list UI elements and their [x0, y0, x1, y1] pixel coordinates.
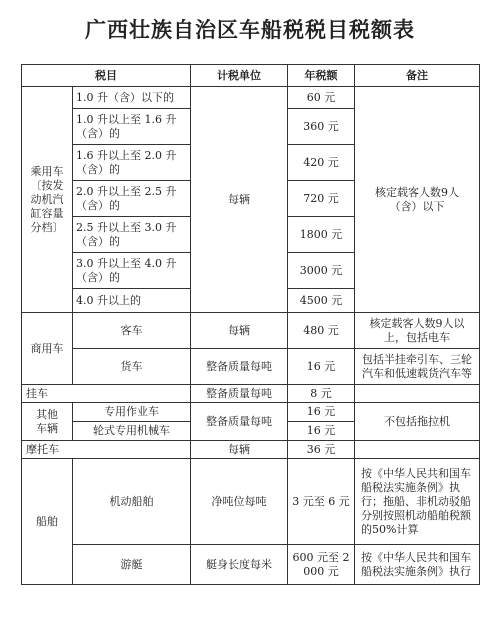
item-cell: 游艇: [73, 545, 191, 585]
item-cell: 4.0 升以上的: [73, 289, 191, 313]
unit-cell: 每辆: [191, 313, 288, 349]
table-row: [22, 459, 480, 545]
amount-cell: 360 元: [288, 109, 355, 145]
item-cell: 1.6 升以上至 2.0 升（含）的: [73, 145, 191, 181]
note-passenger: 核定载客人数9人（含）以下: [355, 87, 480, 313]
table-row: [22, 441, 480, 459]
table-row: [22, 313, 480, 349]
header-amount: 年税额: [288, 65, 355, 87]
item-cell: 3.0 升以上至 4.0 升（含）的: [73, 253, 191, 289]
unit-cell: 整备质量每吨: [191, 385, 288, 403]
unit-cell: 净吨位每吨: [191, 459, 288, 545]
category-trailer: 挂车: [22, 385, 191, 403]
amount-cell: 3000 元: [288, 253, 355, 289]
item-cell: 1.0 升（含）以下的: [73, 87, 191, 109]
amount-cell: 1800 元: [288, 217, 355, 253]
category-ship: 船舶: [22, 459, 73, 585]
amount-cell: 480 元: [288, 313, 355, 349]
category-commercial: 商用车: [22, 313, 73, 385]
amount-cell: 16 元: [288, 422, 355, 441]
item-cell: 2.5 升以上至 3.0 升（含）的: [73, 217, 191, 253]
unit-cell: 艇身长度每米: [191, 545, 288, 585]
table-row: [22, 545, 480, 585]
header-item: 税目: [22, 65, 191, 87]
item-cell: 货车: [73, 349, 191, 385]
amount-cell: 4500 元: [288, 289, 355, 313]
item-cell: 专用作业车: [73, 403, 191, 422]
unit-cell: 整备质量每吨: [191, 349, 288, 385]
table-row: [22, 349, 480, 385]
amount-cell: 36 元: [288, 441, 355, 459]
amount-cell: 60 元: [288, 87, 355, 109]
item-cell: 1.0 升以上至 1.6 升（含）的: [73, 109, 191, 145]
table-row: [22, 385, 480, 403]
amount-cell: 3 元至 6 元: [288, 459, 355, 545]
category-passenger: 乘用车〔按发动机汽缸容量分档〕: [22, 87, 73, 313]
tax-rate-table: [21, 64, 480, 585]
item-cell: 轮式专用机械车: [73, 422, 191, 441]
note-cell: 按《中华人民共和国车船税法实施条例》执行: [355, 545, 480, 585]
table-row: [22, 403, 480, 422]
document-title: 广西壮族自治区车船税税目税额表: [85, 18, 415, 42]
header-row: [22, 65, 480, 87]
category-motorcycle: 摩托车: [22, 441, 191, 459]
note-cell: [355, 441, 480, 459]
amount-cell: 420 元: [288, 145, 355, 181]
note-cell: 包括半挂牵引车、三轮汽车和低速载货汽车等: [355, 349, 480, 385]
unit-other: 整备质量每吨: [191, 403, 288, 441]
amount-cell: 720 元: [288, 181, 355, 217]
amount-cell: 16 元: [288, 403, 355, 422]
note-cell: 核定载客人数9人以上，包括电车: [355, 313, 480, 349]
header-note: 备注: [355, 65, 480, 87]
header-unit: 计税单位: [191, 65, 288, 87]
item-cell: 2.0 升以上至 2.5 升（含）的: [73, 181, 191, 217]
note-other: 不包括拖拉机: [355, 403, 480, 441]
note-cell: [355, 385, 480, 403]
unit-cell: 每辆: [191, 441, 288, 459]
amount-cell: 16 元: [288, 349, 355, 385]
category-other: 其他车辆: [22, 403, 73, 441]
note-cell: 按《中华人民共和国车船税法实施条例》执行；拖船、非机动驳船分别按照机动船舶税额的50%计算: [355, 459, 480, 545]
item-cell: 机动船舶: [73, 459, 191, 545]
unit-passenger: 每辆: [191, 87, 288, 313]
amount-cell: 600 元至 2000 元: [288, 545, 355, 585]
table-row: [22, 87, 480, 109]
item-cell: 客车: [73, 313, 191, 349]
amount-cell: 8 元: [288, 385, 355, 403]
